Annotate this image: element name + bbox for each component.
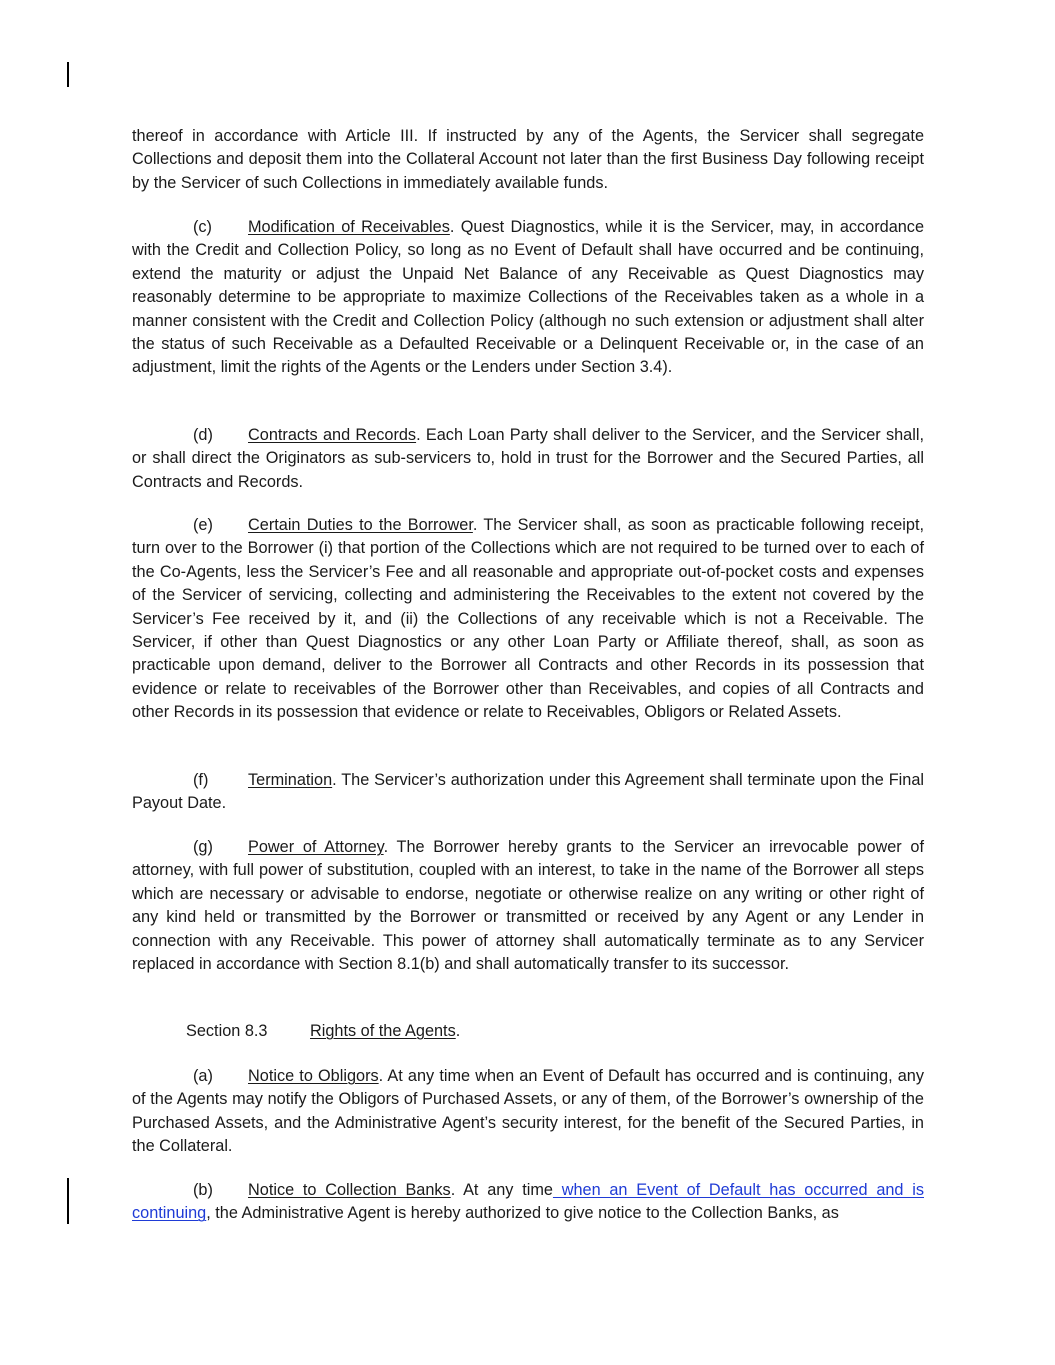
paragraph-c: (c) Modification of Receivables. Quest Diagnostics, while it is the Servicer, may, in accordance with the Credit and Collection Policy, so long as no Event of Default shall have occurred and be continuing, extend the maturity or adjust the Unpaid Net Balance of any Receivable as Quest Diagnostics may reasonably determine to be appropriate to maximize Collections of the Receivables taken as a whole in a manner consistent with the Credit and Collection Policy (although no such extension or adjustment shall alter the status of such Receivable as a Defaulted Receivable or a Delinquent Receivable or, in the case of an adjustment, limit the rights of the Agents or the Lenders under Section 3.4). [132,218,924,377]
paragraph-notice-to-collection-banks: (b) Notice to Collection Banks. At any time when an Event of Default has occurred and is continuing, the Administrative Agent is hereby authorized to give notice to the Collection Banks, as [132,1181,924,1223]
change-bar-top [67,62,69,87]
paragraph-e: (e) Certain Duties to the Borrower. The Servicer shall, as soon as practicable following receipt, turn over to the Borrower (i) that portion of the Collections which are not required to be turned over to each of the Co-Agents, less the Servicer’s Fee and all reasonable and appropriate out-of-pocket costs and expenses of the Servicer of servicing, collecting and administering the Receivables to the extent not covered by the Servicer’s Fee received by it, and (ii) the Collections of any receivable which is not a Receivable. The Servicer, if other than Quest Diagnostics or any other Loan Party or Affiliate thereof, shall, as soon as practicable upon demand, deliver to the Borrower all Contracts and other Records in its possession that evidence or relate to receivables of the Borrower other than Receivables, and copies of all Contracts and other Records in its possession that evidence or relate to Receivables, Obligors or Related Assets. [132,516,925,722]
section-8-3-heading: Section 8.3 Rights of the Agents. [186,1022,461,1040]
change-bar-bottom [67,1178,69,1224]
heading-termination: Termination [248,771,333,789]
heading-certain-duties: Certain Duties to the Borrower [248,516,473,534]
paragraph-d: (d) Contracts and Records. Each Loan Party shall deliver to the Servicer, and the Servicer shall, or shall direct the Originators as sub-servicers to, hold in trust for the Borrower and the Secured Parties, all Contracts and Records. [132,426,924,491]
heading-notice-to-collection-banks: Notice to Collection Banks [248,1181,451,1199]
heading-contracts-and-records: Contracts and Records [248,426,417,444]
heading-rights-of-the-agents: Rights of the Agents [310,1022,456,1040]
heading-notice-to-obligors: Notice to Obligors [248,1067,379,1085]
heading-modification-of-receivables: Modification of Receivables [248,218,450,236]
tracked-insertion: when an Event of Default has occurred and is continuing [132,1181,924,1223]
paragraph-notice-to-obligors: (a) Notice to Obligors. At any time when an Event of Default has occurred and is continuing, any of the Agents may notify the Obligors of Purchased Assets, or any of them, of the Borrower’s ownership of the Purchased Assets, and the Administrative Agent’s security interest, for the benefit of the Secured Parties, in the Collateral. [132,1067,924,1156]
paragraph-g: (g) Power of Attorney. The Borrower hereby grants to the Servicer an irrevocable power of attorney, with full power of substitution, coupled with an interest, to take in the name of the Borrower all steps which are necessary or advisable to endorse, negotiate or otherwise realize on any writing or other right of any kind held or transmitted by the Borrower or transmitted or received by any Agent or any Lender in connection with any Receivable. This power of attorney shall automatically terminate as to any Servicer replaced in accordance with Section 8.1(b) and shall automatically transfer to its successor. [132,838,924,974]
paragraph-f: (f) Termination. The Servicer’s authorization under this Agreement shall terminate upon the Final Payout Date. [132,771,924,813]
paragraph-continuation: thereof in accordance with Article III. If instructed by any of the Agents, the Servicer shall segregate Collections and deposit them into the Collateral Account not later than the first Business Day following receipt by the Servicer of such Collections in immediately available funds. [132,127,924,192]
heading-power-of-attorney: Power of Attorney [248,838,384,856]
